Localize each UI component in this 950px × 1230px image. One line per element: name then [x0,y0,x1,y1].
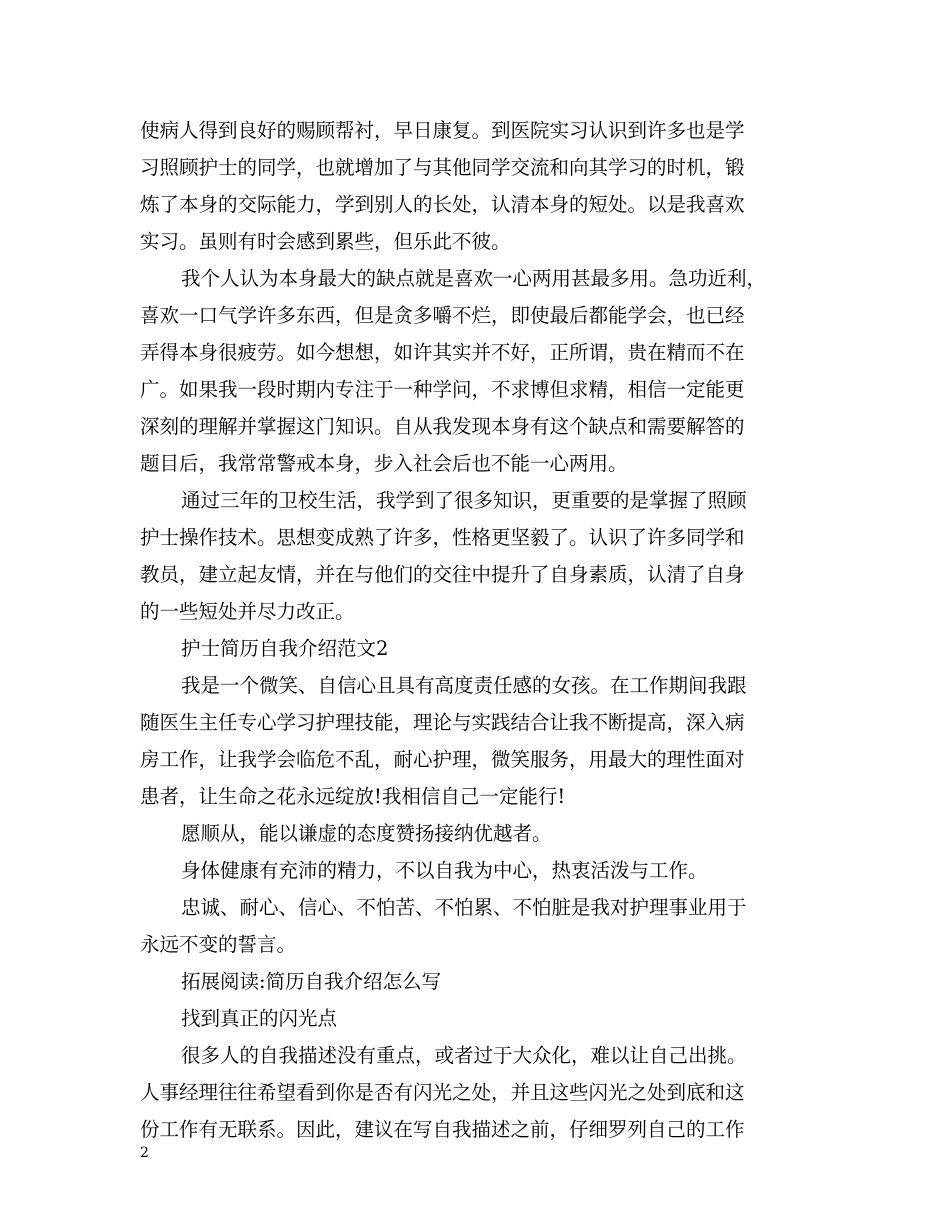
page-number: 2 [140,1145,149,1161]
text-line: 护士操作技术。思想变成熟了许多，性格更坚毅了。认识了许多同学和 [140,526,745,549]
text-line: 深刻的理解并掌握这门知识。自从我发现本身有这个缺点和需要解答的 [140,415,745,438]
paragraph-start-line: 我个人认为本身最大的缺点就是喜欢一心两用甚最多用。急功近利， [181,267,767,290]
paragraph-start-line: 我是一个微笑、自信心且具有高度责任感的女孩。在工作期间我跟 [181,674,747,697]
section-heading: 找到真正的闪光点 [181,1007,338,1030]
text-line: 弄得本身很疲劳。如今想想，如许其实并不好，正所谓，贵在精而不在 [140,341,745,364]
text-line: 房工作，让我学会临危不乱，耐心护理，微笑服务，用最大的理性面对 [140,748,745,771]
paragraph-start-line: 忠诚、耐心、信心、不怕苦、不怕累、不怕脏是我对护理事业用于 [181,896,747,919]
section-heading: 拓展阅读:简历自我介绍怎么写 [181,970,442,993]
text-line: 份工作有无联系。因此，建议在写自我描述之前，仔细罗列自己的工作 [140,1118,745,1141]
text-line: 题目后，我常常警戒本身，步入社会后也不能一心两用。 [140,452,628,475]
text-line: 习照顾护士的同学，也就增加了与其他同学交流和向其学习的时机，锻 [140,156,745,179]
text-line: 教员，建立起友情，并在与他们的交往中提升了自身素质，认清了自身 [140,563,745,586]
text-line: 炼了本身的交际能力，学到别人的长处，认清本身的短处。以是我喜欢 [140,193,745,216]
text-line: 使病人得到良好的赐顾帮衬，早日康复。到医院实习认识到许多也是学 [140,119,745,142]
text-line: 实习。虽则有时会感到累些，但乐此不彼。 [140,230,511,253]
paragraph-start-line: 愿顺从，能以谦虚的态度赞扬接纳优越者。 [181,822,552,845]
paragraph-start-line: 身体健康有充沛的精力，不以自我为中心，热衷活泼与工作。 [181,859,708,882]
text-line: 广。如果我一段时期内专注于一种学问，不求博但求精，相信一定能更 [140,378,745,401]
text-line: 永远不变的誓言。 [140,933,297,956]
section-heading: 护士简历自我介绍范文2 [181,637,389,660]
text-line: 人事经理往往希望看到你是否有闪光之处，并且这些闪光之处到底和这 [140,1081,745,1104]
paragraph-start-line: 很多人的自我描述没有重点，或者过于大众化，难以让自己出挑。 [181,1044,747,1067]
text-line: 的一些短处并尽力改正。 [140,600,355,623]
text-line: 随医生主任专心学习护理技能，理论与实践结合让我不断提高，深入病 [140,711,745,734]
paragraph-start-line: 通过三年的卫校生活，我学到了很多知识，更重要的是掌握了照顾 [181,489,747,512]
text-line: 患者，让生命之花永远绽放!我相信自己一定能行! [140,785,566,808]
text-line: 喜欢一口气学许多东西，但是贪多嚼不烂，即使最后都能学会，也已经 [140,304,745,327]
